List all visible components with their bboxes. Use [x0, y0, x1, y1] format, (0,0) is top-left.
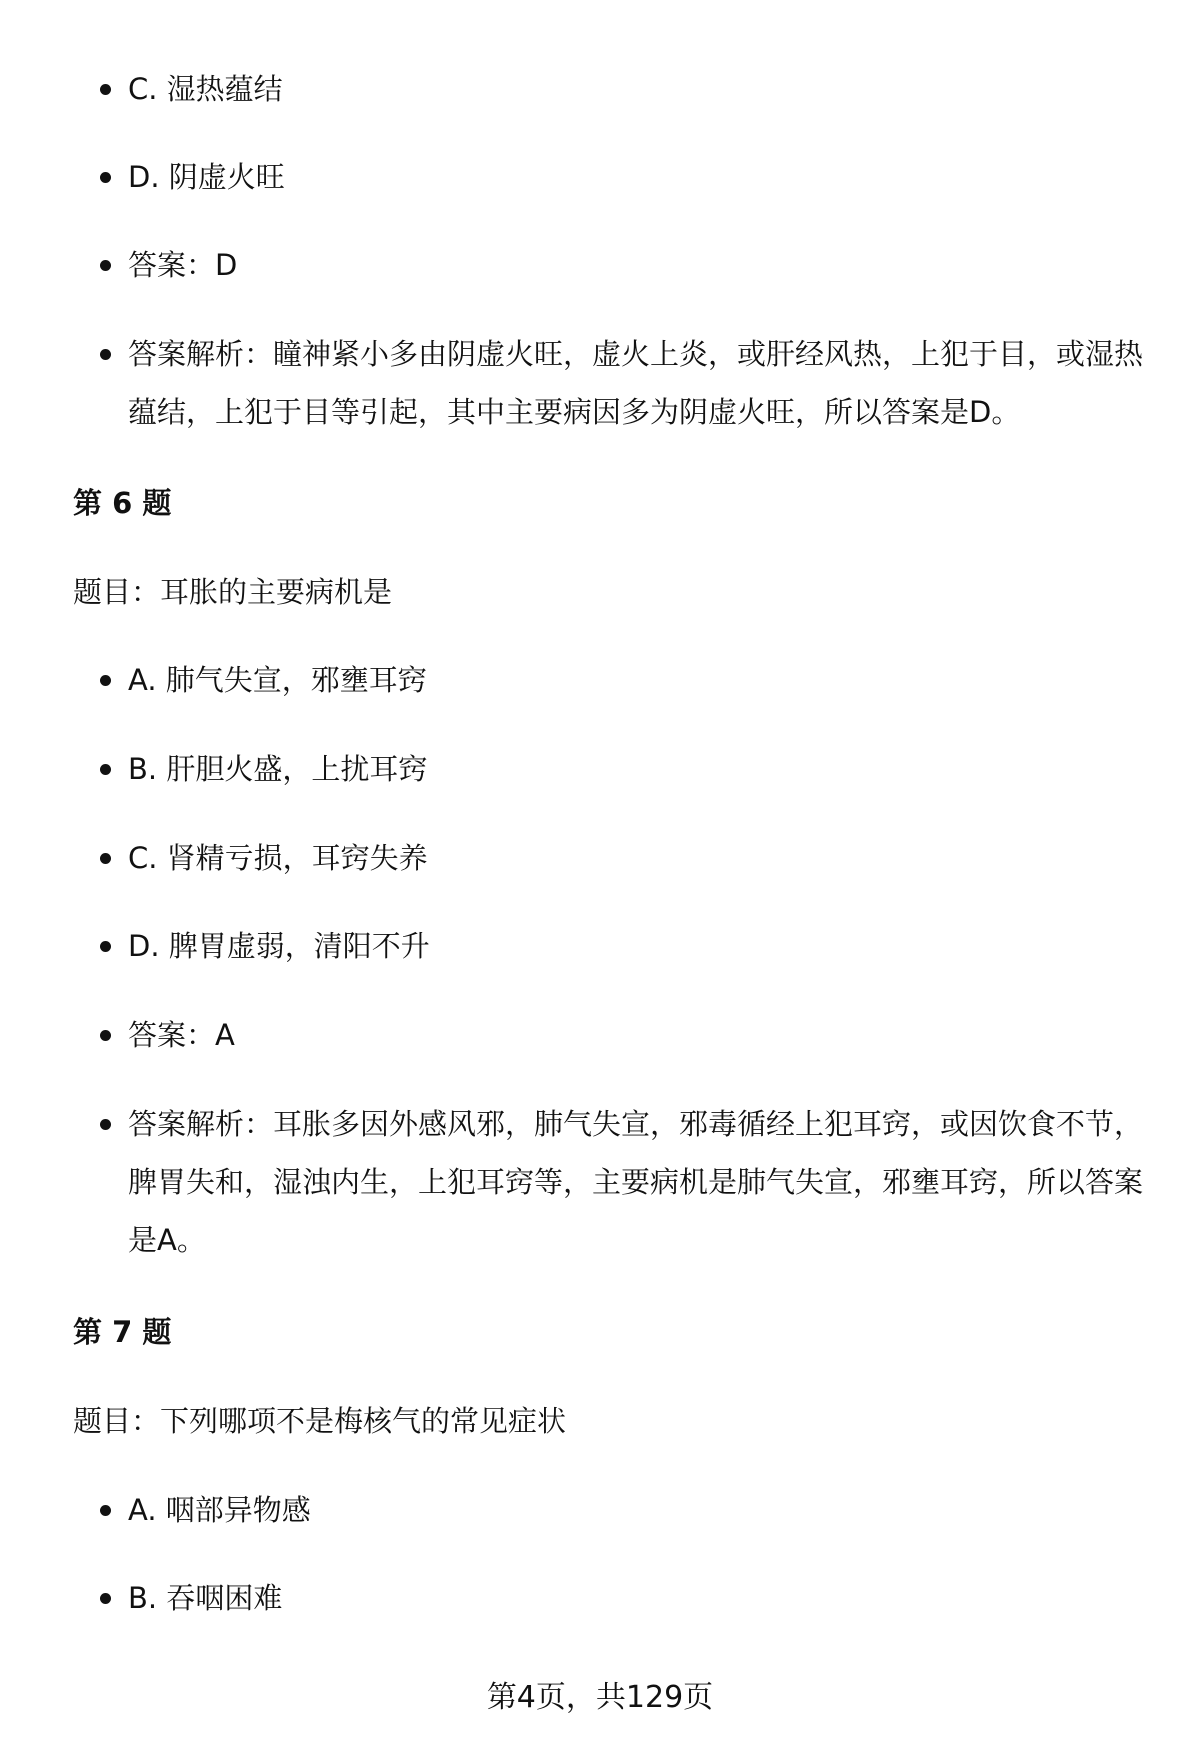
- question-stem: 题目：下列哪项不是梅核气的常见症状: [73, 1404, 567, 1438]
- question-heading: 第 7 题: [73, 1315, 172, 1349]
- option-item: B. 吞咽困难: [128, 1569, 1148, 1627]
- analysis-item: 答案解析：耳胀多因外感风邪，肺气失宣，邪毒循经上犯耳窍，或因饮食不节，脾胃失和，湿浊内生，上犯耳窍等，主要病机是肺气失宣，邪壅耳窍，所以答案是A。: [128, 1095, 1148, 1269]
- question-heading: 第 6 题: [73, 486, 172, 520]
- option-item: C. 肾精亏损，耳窍失养: [128, 829, 1148, 887]
- answer-item: 答案：D: [128, 236, 1148, 294]
- answer-item: 答案：A: [128, 1006, 1148, 1064]
- option-item: A. 肺气失宣，邪壅耳窍: [128, 651, 1148, 709]
- option-item: A. 咽部异物感: [128, 1481, 1148, 1539]
- option-item: D. 阴虚火旺: [128, 148, 1148, 206]
- option-item: C. 湿热蕴结: [128, 60, 1148, 118]
- question-stem: 题目：耳胀的主要病机是: [73, 575, 393, 609]
- page-indicator: 第4页，共129页: [486, 1680, 714, 1715]
- option-item: D. 脾胃虚弱，清阳不升: [128, 917, 1148, 975]
- option-item: B. 肝胆火盛，上扰耳窍: [128, 740, 1148, 798]
- analysis-item: 答案解析：瞳神紧小多由阴虚火旺，虚火上炎，或肝经风热，上犯于目，或湿热蕴结，上犯于目等引起，其中主要病因多为阴虚火旺，所以答案是D。: [128, 325, 1148, 441]
